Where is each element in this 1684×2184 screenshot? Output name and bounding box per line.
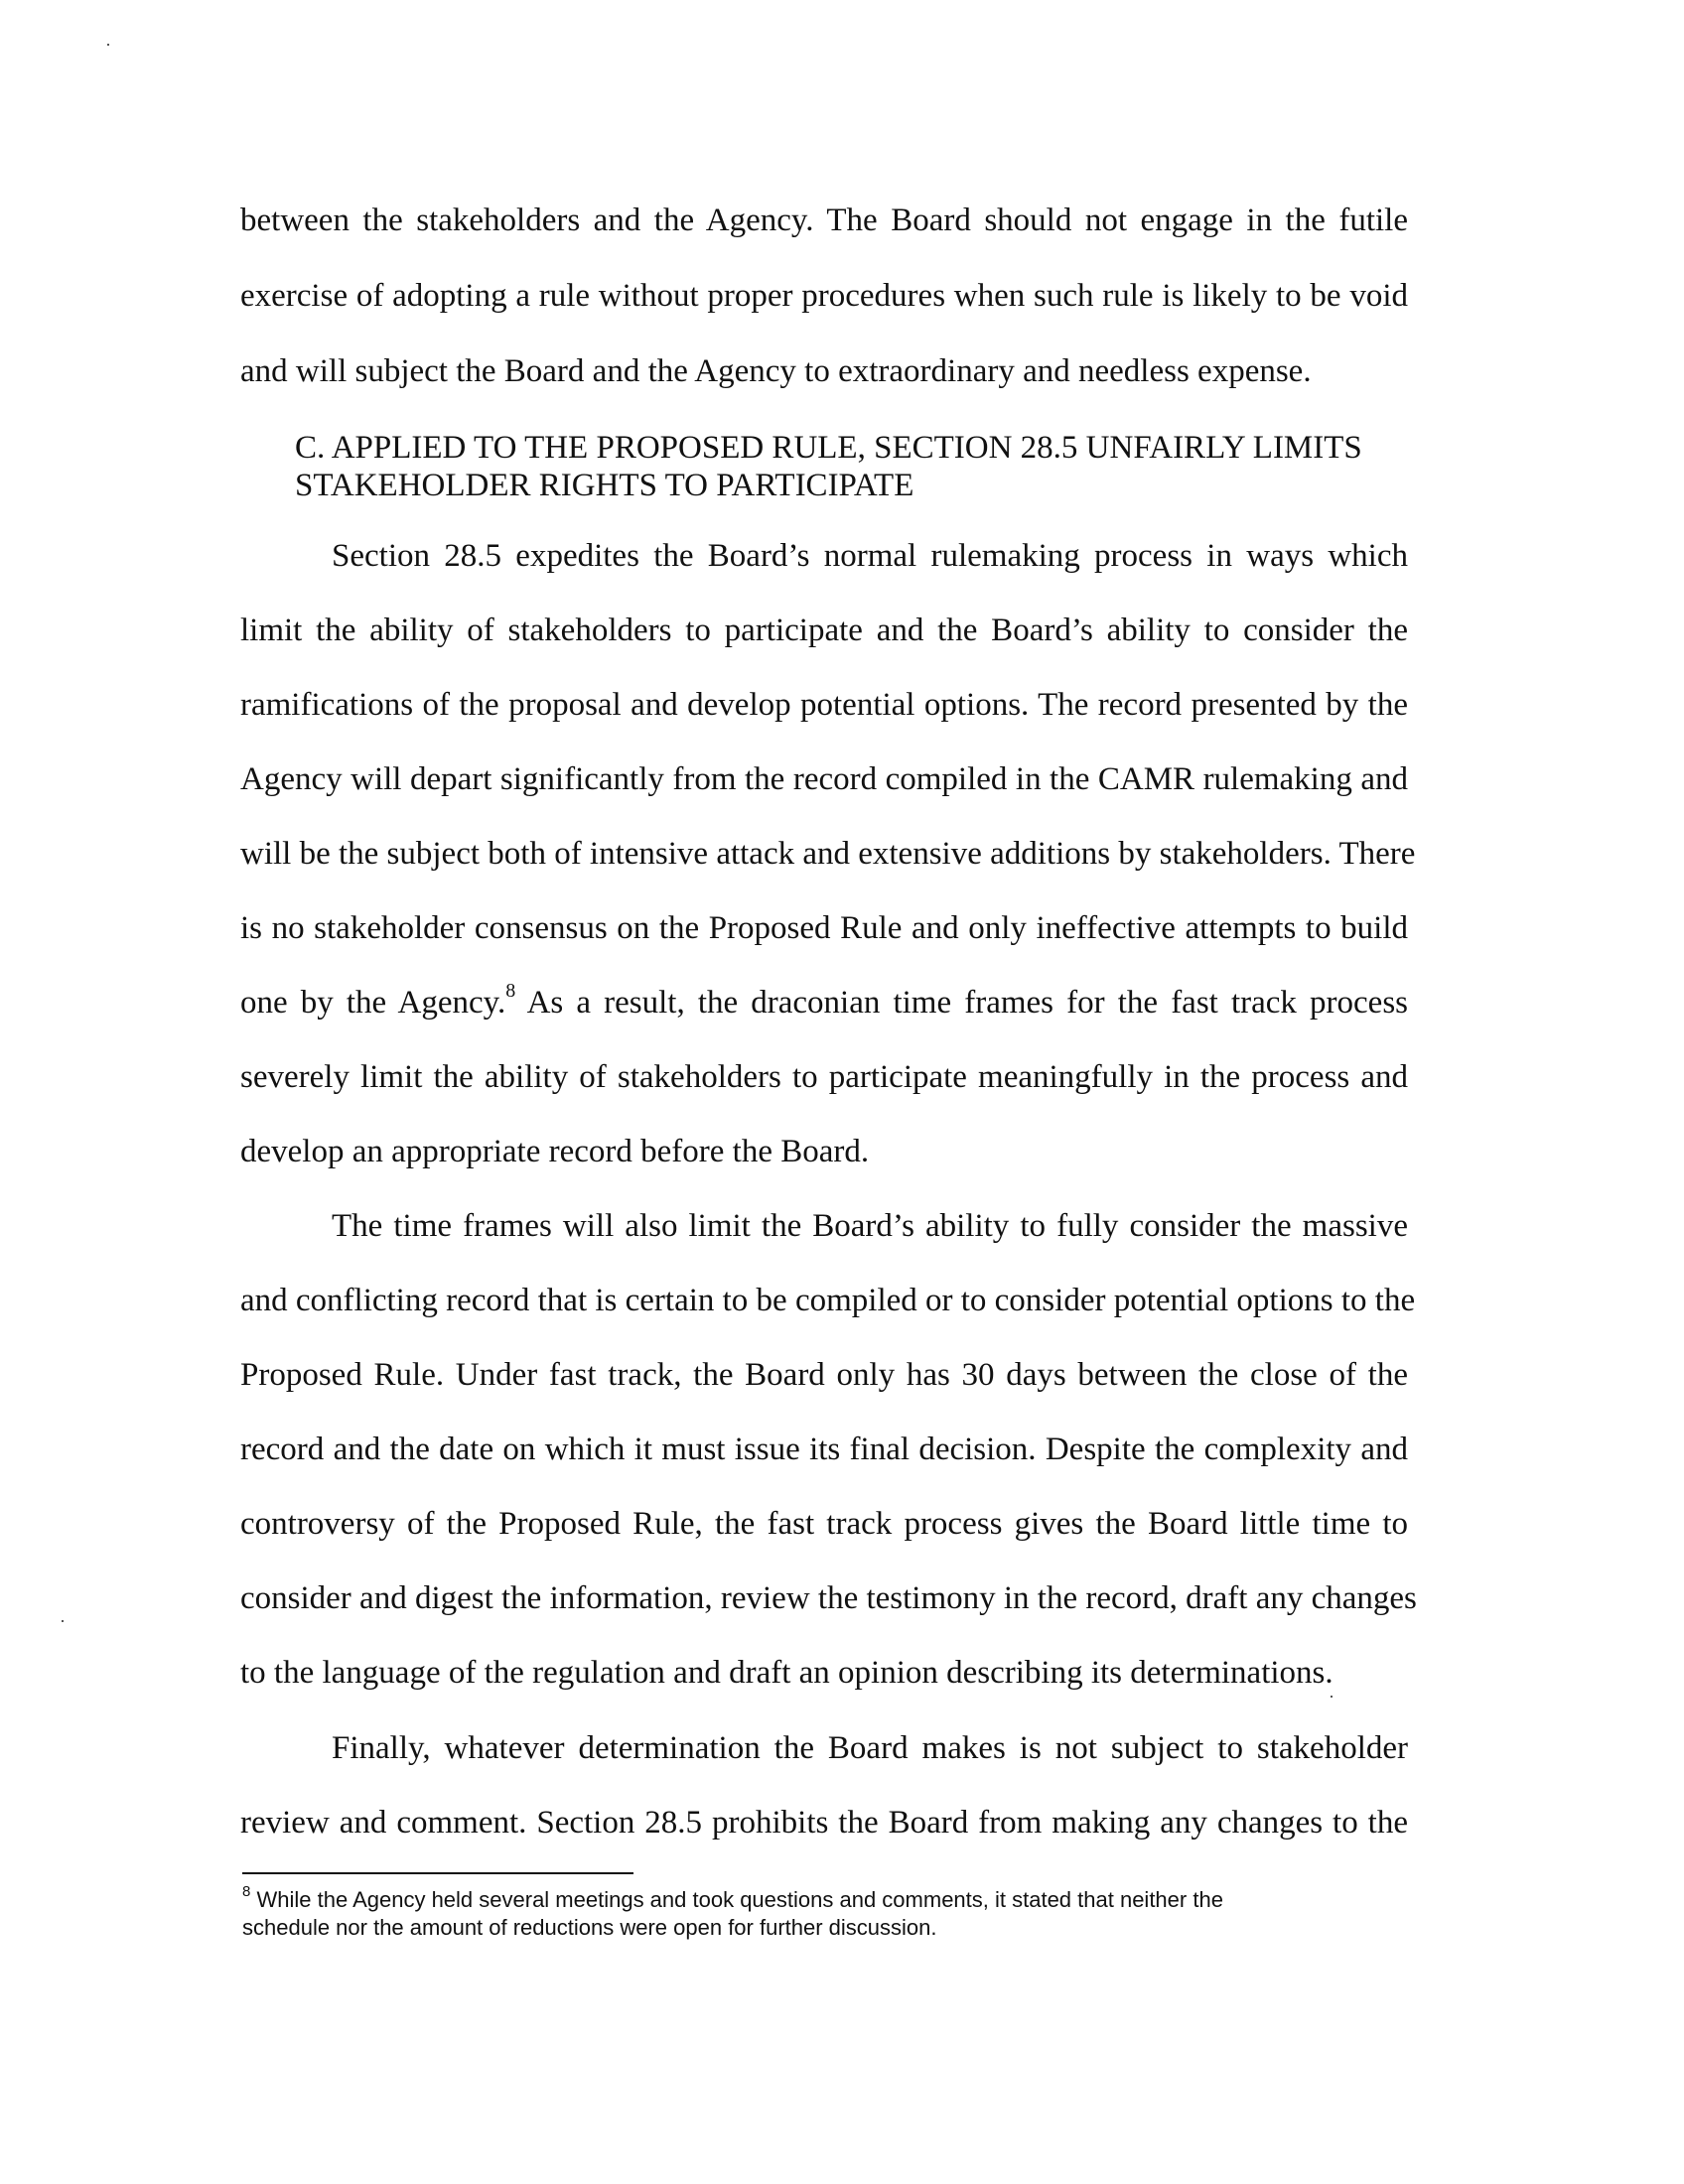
body-line: ramifications of the proposal and develop potential options. The record presented by the: [240, 687, 1408, 723]
body-line: is no stakeholder consensus on the Proposed Rule and only ineffective attempts to build: [240, 910, 1408, 946]
body-line: develop an appropriate record before the Board.: [240, 1134, 870, 1169]
body-line: between the stakeholders and the Agency. The Board should not engage in the futile: [240, 203, 1408, 238]
body-line: and conflicting record that is certain to be compiled or to consider potential options to the: [240, 1283, 1416, 1318]
body-line: consider and digest the information, review the testimony in the record, draft any changes: [240, 1580, 1417, 1616]
footnote-line: schedule nor the amount of reductions were open for further discussion.: [242, 1915, 937, 1940]
body-line: Agency will depart significantly from the record compiled in the CAMR rulemaking and: [240, 761, 1408, 797]
footnote-divider: [242, 1872, 633, 1874]
body-text: one by the Agency.: [240, 985, 506, 1021]
scan-speck: [1331, 1696, 1333, 1698]
body-line: severely limit the ability of stakeholders to participate meaningfully in the process and: [240, 1059, 1408, 1095]
body-line: The time frames will also limit the Board’s ability to fully consider the massive: [332, 1208, 1408, 1244]
footnote-text: While the Agency held several meetings and took questions and comments, it stated that neither the: [256, 1887, 1223, 1912]
body-line: to the language of the regulation and draft an opinion describing its determinations.: [240, 1655, 1333, 1691]
footnote-line: [242, 1882, 1374, 1914]
body-line: limit the ability of stakeholders to participate and the Board’s ability to consider the: [240, 613, 1408, 648]
body-line-with-footnote-ref: [240, 980, 1408, 1023]
body-line: exercise of adopting a rule without proper procedures when such rule is likely to be void: [240, 278, 1408, 314]
body-line: Proposed Rule. Under fast track, the Board only has 30 days between the close of the: [240, 1357, 1408, 1393]
scan-speck: [107, 44, 109, 46]
footnote: [242, 1882, 1374, 1942]
body-line: Section 28.5 expedites the Board’s normal rulemaking process in ways which: [332, 538, 1408, 574]
body-line: will be the subject both of intensive attack and extensive additions by stakeholders. There: [240, 836, 1416, 872]
body-line: record and the date on which it must issue its final decision. Despite the complexity and: [240, 1432, 1408, 1467]
body-line: review and comment. Section 28.5 prohibits the Board from making any changes to the: [240, 1805, 1408, 1841]
footnote-number: 8: [242, 1882, 251, 1900]
body-line: and will subject the Board and the Agency to extraordinary and needless expense.: [240, 353, 1312, 389]
section-heading-line: C. APPLIED TO THE PROPOSED RULE, SECTION 28.5 UNFAIRLY LIMITS: [295, 430, 1362, 466]
footnote-reference: 8: [505, 980, 516, 1002]
section-heading-line: STAKEHOLDER RIGHTS TO PARTICIPATE: [295, 468, 914, 503]
body-text: As a result, the draconian time frames for the fast track process: [526, 985, 1408, 1021]
body-line: controversy of the Proposed Rule, the fast track process gives the Board little time to: [240, 1506, 1408, 1542]
body-line: Finally, whatever determination the Board makes is not subject to stakeholder: [332, 1730, 1408, 1766]
scan-speck: [62, 1620, 64, 1622]
